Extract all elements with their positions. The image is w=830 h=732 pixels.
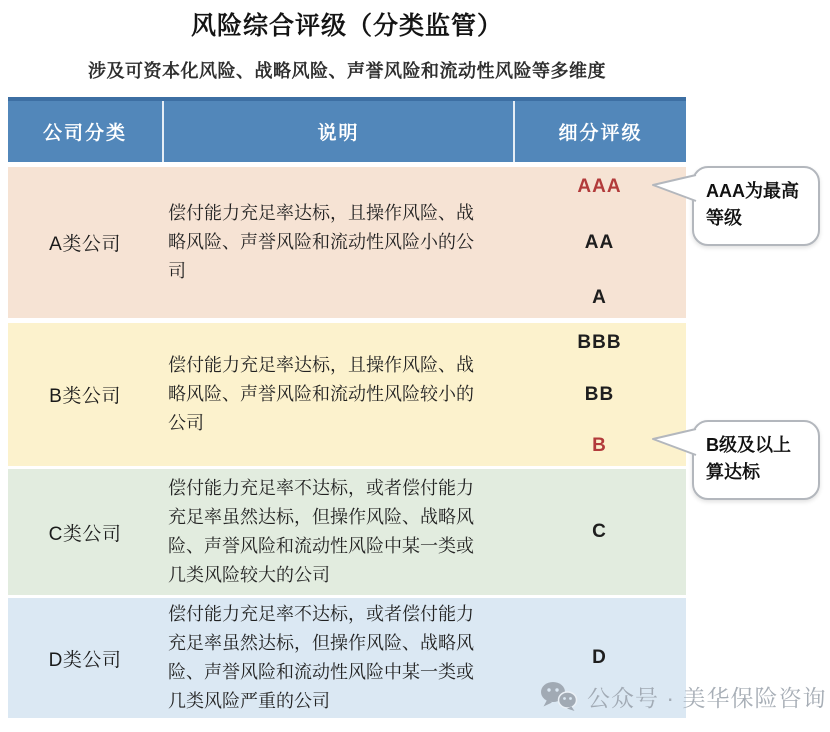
category-cell-c: C类公司 [48, 523, 122, 545]
description-text-a: 偿付能力充足率达标，且操作风险、战略风险、声誉风险和流动性风险小的公司 [168, 203, 474, 281]
description-text-b: 偿付能力充足率达标，且操作风险、战略风险、声誉风险和流动性风险较小的公司 [168, 355, 474, 433]
description-cell-d [162, 598, 513, 718]
watermark-text: 公众号 · 美华保险咨询 [587, 685, 827, 711]
category-cell-a: A类公司 [49, 234, 121, 255]
description-cell-b [162, 323, 513, 466]
table-row-b [8, 323, 686, 466]
callout-tail-left-icon [650, 426, 698, 458]
description-text-c: 偿付能力充足率不达标，或者偿付能力充足率虽然达标，但操作风险、战略风险、声誉风险和流动性风险中某一类或几类风险较大的公司 [168, 478, 474, 585]
rating-bbb: BBB [577, 332, 622, 353]
col-header-company-class: 公司分类 [42, 123, 127, 144]
rating-d: D [592, 647, 607, 668]
page-title: 风险综合评级（分类监管） [190, 12, 503, 40]
col-header-sub-rating: 细分评级 [513, 101, 686, 162]
rating-b: B [592, 435, 607, 456]
category-cell-d: D类公司 [48, 649, 122, 671]
callout-b-passing [650, 420, 830, 515]
rating-aaa: AAA [577, 176, 622, 197]
col-header-description: 说明 [162, 101, 513, 162]
callout-aaa-highest [650, 166, 830, 261]
callout-tail-left-icon [650, 172, 698, 204]
category-cell-b: B类公司 [49, 386, 121, 407]
table-row-a [8, 167, 686, 318]
watermark [540, 680, 826, 713]
description-cell-a [162, 167, 513, 318]
table-header-row [8, 97, 686, 162]
callout-bubble: B级及以上算达标 [692, 420, 820, 500]
rating-table [8, 97, 686, 718]
rating-aa: AA [584, 231, 615, 253]
rating-c: C [592, 521, 607, 542]
rating-bb: BB [584, 383, 615, 405]
wechat-icon [540, 681, 578, 713]
rating-a: A [592, 287, 607, 308]
description-text-d: 偿付能力充足率不达标，或者偿付能力充足率虽然达标，但操作风险、战略风险、声誉风险和流动性风险中某一类或几类风险严重的公司 [168, 604, 474, 711]
callout-bubble: AAA为最高等级 [692, 166, 820, 246]
page-subtitle: 涉及可资本化风险、战略风险、声誉风险和流动性风险等多维度 [88, 61, 606, 81]
table-row-c [8, 469, 686, 595]
description-cell-c [162, 469, 513, 595]
